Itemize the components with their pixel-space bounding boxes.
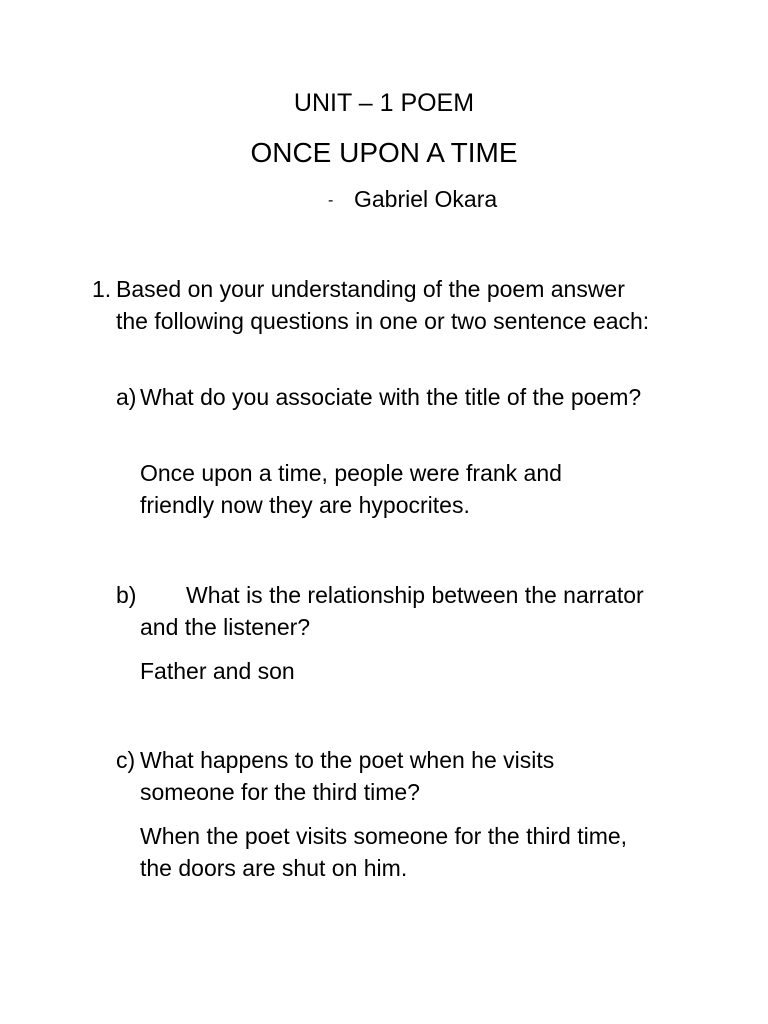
author-name: Gabriel Okara <box>354 186 498 212</box>
question-text: Based on your understanding of the poem answer the following questions in one or two sentence each: <box>116 276 650 334</box>
subquestion-letter: c) <box>116 747 136 773</box>
subquestion-a <box>116 381 646 413</box>
answer-a: Once upon a time, people were frank and friendly now they are hypocrites. <box>140 460 562 518</box>
subquestion-text: What is the relationship between the narrator and the listener? <box>140 582 644 640</box>
unit-heading: UNIT – 1 POEM <box>293 89 475 117</box>
subquestion-b <box>116 579 646 643</box>
subquestion-letter: a) <box>116 384 137 410</box>
question-number: 1. <box>92 276 112 302</box>
answer-c: When the poet visits someone for the third time, the doors are shut on him. <box>140 823 628 881</box>
subquestion-text: What happens to the poet when he visits someone for the third time? <box>140 747 555 805</box>
author-dash: - <box>328 191 334 209</box>
subquestion-text: What do you associate with the title of the poem? <box>140 384 642 410</box>
subquestion-letter: b) <box>116 582 137 608</box>
subquestion-c <box>116 744 646 808</box>
answer-b: Father and son <box>140 658 295 684</box>
author-line <box>328 184 497 216</box>
poem-title: ONCE UPON A TIME <box>250 137 518 168</box>
question-1 <box>92 273 652 337</box>
